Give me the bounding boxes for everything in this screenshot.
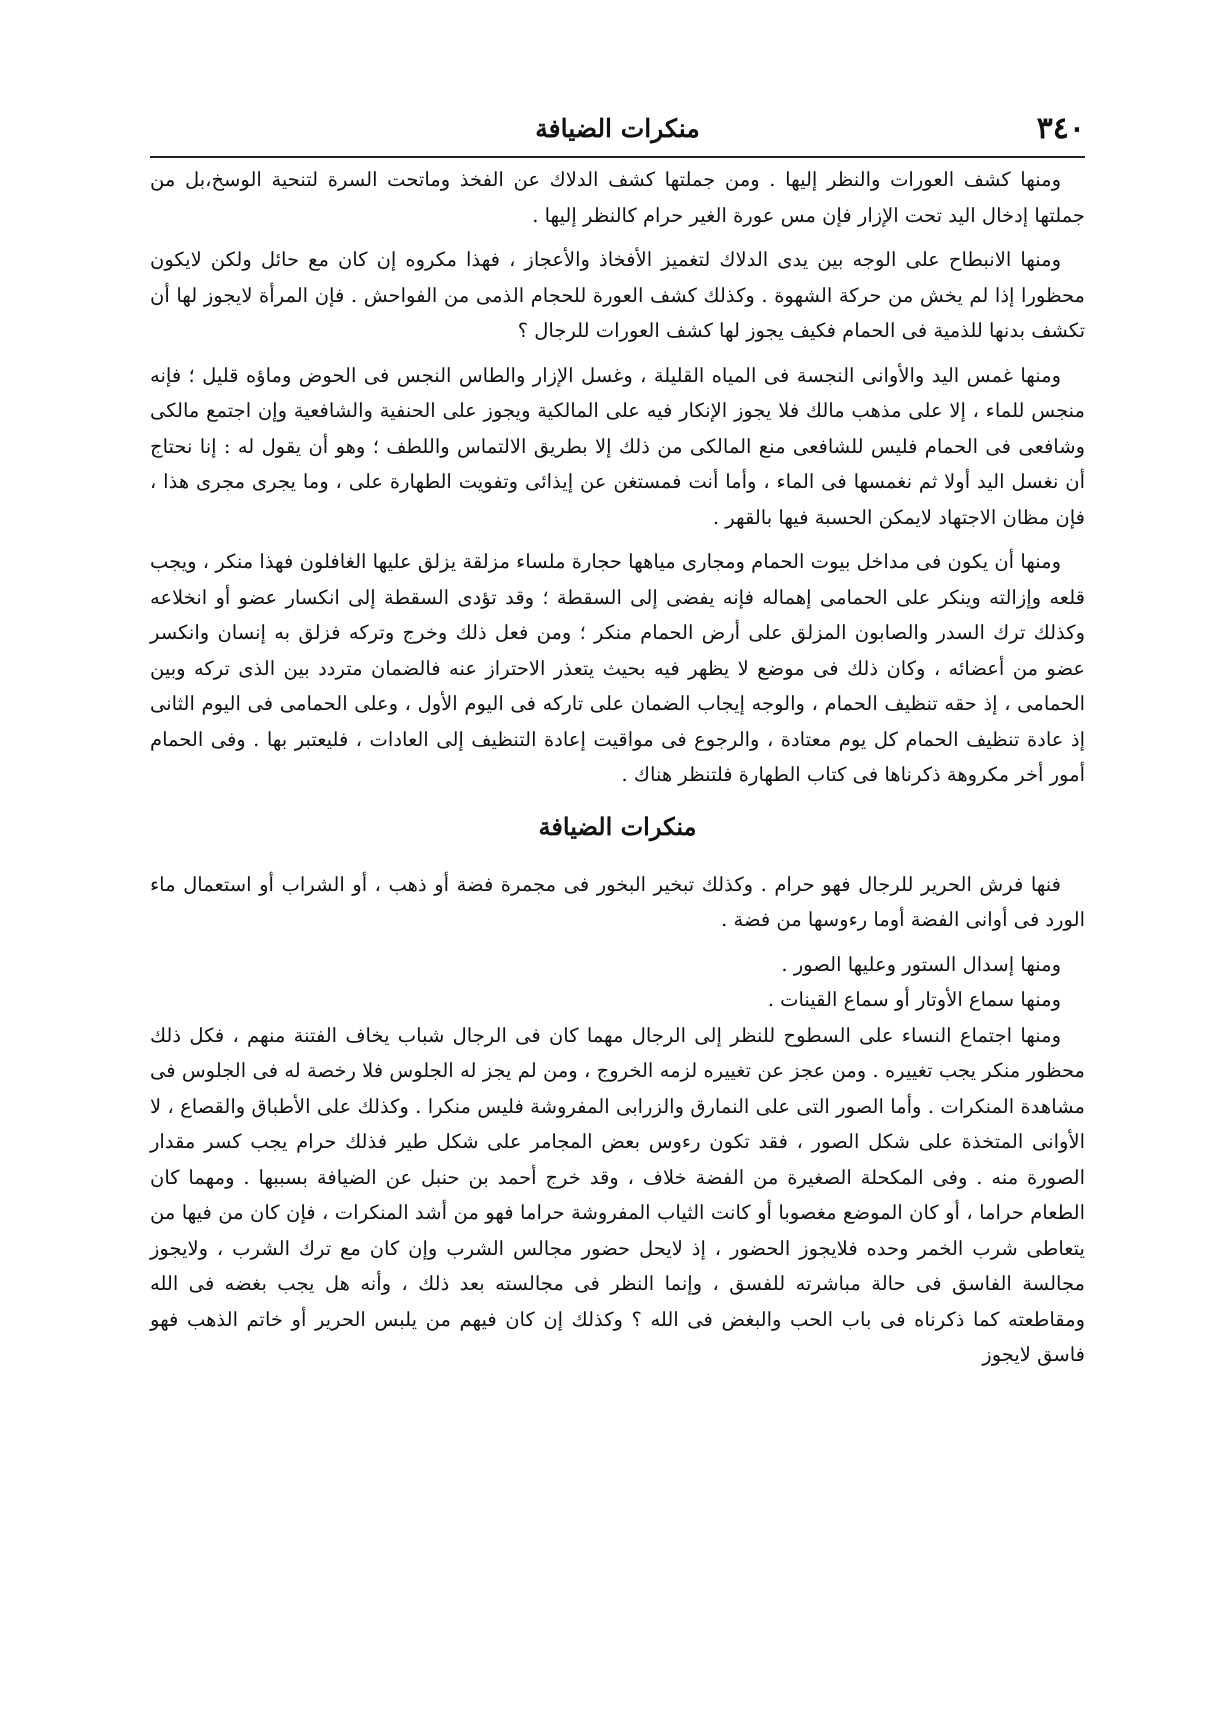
page-number: ٣٤٠: [1036, 111, 1085, 146]
paragraph: ومنها غمس اليد والأوانى النجسة فى المياه القليلة ، وغسل الإزار والطاس النجس فى الحوض وماؤه قليل ؛ فإنه منجس للماء ، إلا على مذهب مالك فلا يجوز الإنكار فيه على المالكية ويجوز على الحنفية والشافعية وإن اجتمع مالكى وشافعى فى الحمام فليس للشافعى منع المالكى من ذلك إلا بطريق الالتماس واللطف ؛ وهو أن يقول له : إنا نحتاج أن نغسل اليد أولا ثم نغمسها فى الماء ، وأما أنت فمستغن عن إيذائى وتفويت الطهارة على ، وما يجرى مجرى هذا ، فإن مظان الاجتهاد لايمكن الحسبة فيها بالقهر .: [150, 363, 1085, 529]
book-page: [150, 100, 1085, 1620]
paragraph: ومنها سماع الأوتار أو سماع القينات .: [767, 988, 1061, 1011]
paragraph: ومنها كشف العورات والنظر إليها . ومن جملتها كشف الدلاك عن الفخذ وماتحت السرة لتنحية الوسخ،بل من جملتها إدخال اليد تحت الإزار فإن مس عورة الغير حرام كالنظر إليها .: [150, 168, 1085, 227]
paragraph: فنها فرش الحرير للرجال فهو حرام . وكذلك تبخير البخور فى مجمرة فضة أو ذهب ، أو الشراب أو استعمال ماء الورد فى أوانى الفضة أوما رءوسها من فضة .: [150, 872, 1085, 931]
header-rule: [150, 156, 1085, 158]
running-title: منكرات الضيافة: [535, 114, 700, 143]
paragraph: ومنها الانبطاح على الوجه بين يدى الدلاك لتغميز الأفخاذ والأعجاز ، فهذا مكروه إن كان مع حائل ولكن لايكون محظورا إذا لم يخش من حركة الشهوة . وكذلك كشف العورة للحجام الذمى من الفواحش . فإن المرأة لايجوز لها أن تكشف بدنها للذمية فى الحمام فكيف يجوز لها كشف العورات للرجال ؟: [150, 248, 1085, 342]
body-text: [150, 162, 1085, 1373]
page-header: [150, 100, 1085, 156]
paragraph: ومنها أن يكون فى مداخل بيوت الحمام ومجارى مياهها حجارة ملساء مزلقة يزلق عليها الغافلون فهذا منكر ، ويجب قلعه وإزالته وينكر على الحمامى إهماله فإنه يفضى إلى السقطة ؛ وقد تؤدى السقطة إلى انكسار عضو أو انخلاعه وكذلك ترك السدر والصابون المزلق على أرض الحمام منكر ؛ ومن فعل ذلك وخرج وتركه فزلق به إنسان وانكسر عضو من أعضائه ، وكان ذلك فى موضع لا يظهر فيه بحيث يتعذر الاحتراز عنه فالضمان متردد بين الذى تركه وبين الحمامى ، إذ حقه تنظيف الحمام ، والوجه إيجاب الضمان على تاركه فى اليوم الأول ، وعلى الحمامى فى اليوم الثانى إذ عادة تنظيف الحمام كل يوم معتادة ، والرجوع فى مواقيت إعادة التنظيف إلى العادات ، فليعتبر بها . وفى الحمام أمور أخر مكروهة ذكرناها فى كتاب الطهارة فلتنظر هناك .: [150, 550, 1085, 786]
paragraph: ومنها اجتماع النساء على السطوح للنظر إلى الرجال مهما كان فى الرجال شباب يخاف الفتنة منهم ، فكل ذلك محظور منكر يجب تغييره . ومن عجز عن تغييره لزمه الخروج ، ومن لم يجز له الجلوس فلا رخصة له فى الجلوس فى مشاهدة المنكرات . وأما الصور التى على النمارق والزرابى المفروشة فليس منكرا . وكذلك على الأطباق والقصاع ، لا الأوانى المتخذة على شكل الصور ، فقد تكون رءوس بعض المجامر على شكل طير فذلك حرام يجب كسر مقدار الصورة منه . وفى المكحلة الصغيرة من الفضة خلاف ، وقد خرج أحمد بن حنبل عن الضيافة بسببها . ومهما كان الطعام حراما ، أو كان الموضع مغصوبا أو كانت الثياب المفروشة حراما فهو من أشد المنكرات ، فإن كان من فيها من يتعاطى شرب الخمر وحده فلايجوز الحضور ، إذ لايحل حضور مجالس الشرب وإن كان مع ترك الشرب ، ولايجوز مجالسة الفاسق فى حالة مباشرته للفسق ، وإنما النظر فى مجالسته بعد ذلك ، وأنه هل يجب بغضه فى الله ومقاطعته كما ذكرناه فى باب الحب والبغض فى الله ؟ وكذلك إن كان فيهم من يلبس الحرير أو خاتم الذهب فهو فاسق لايجوز: [150, 1023, 1085, 1366]
section-heading: منكرات الضيافة: [538, 811, 697, 841]
paragraph: ومنها إسدال الستور وعليها الصور .: [781, 952, 1061, 976]
